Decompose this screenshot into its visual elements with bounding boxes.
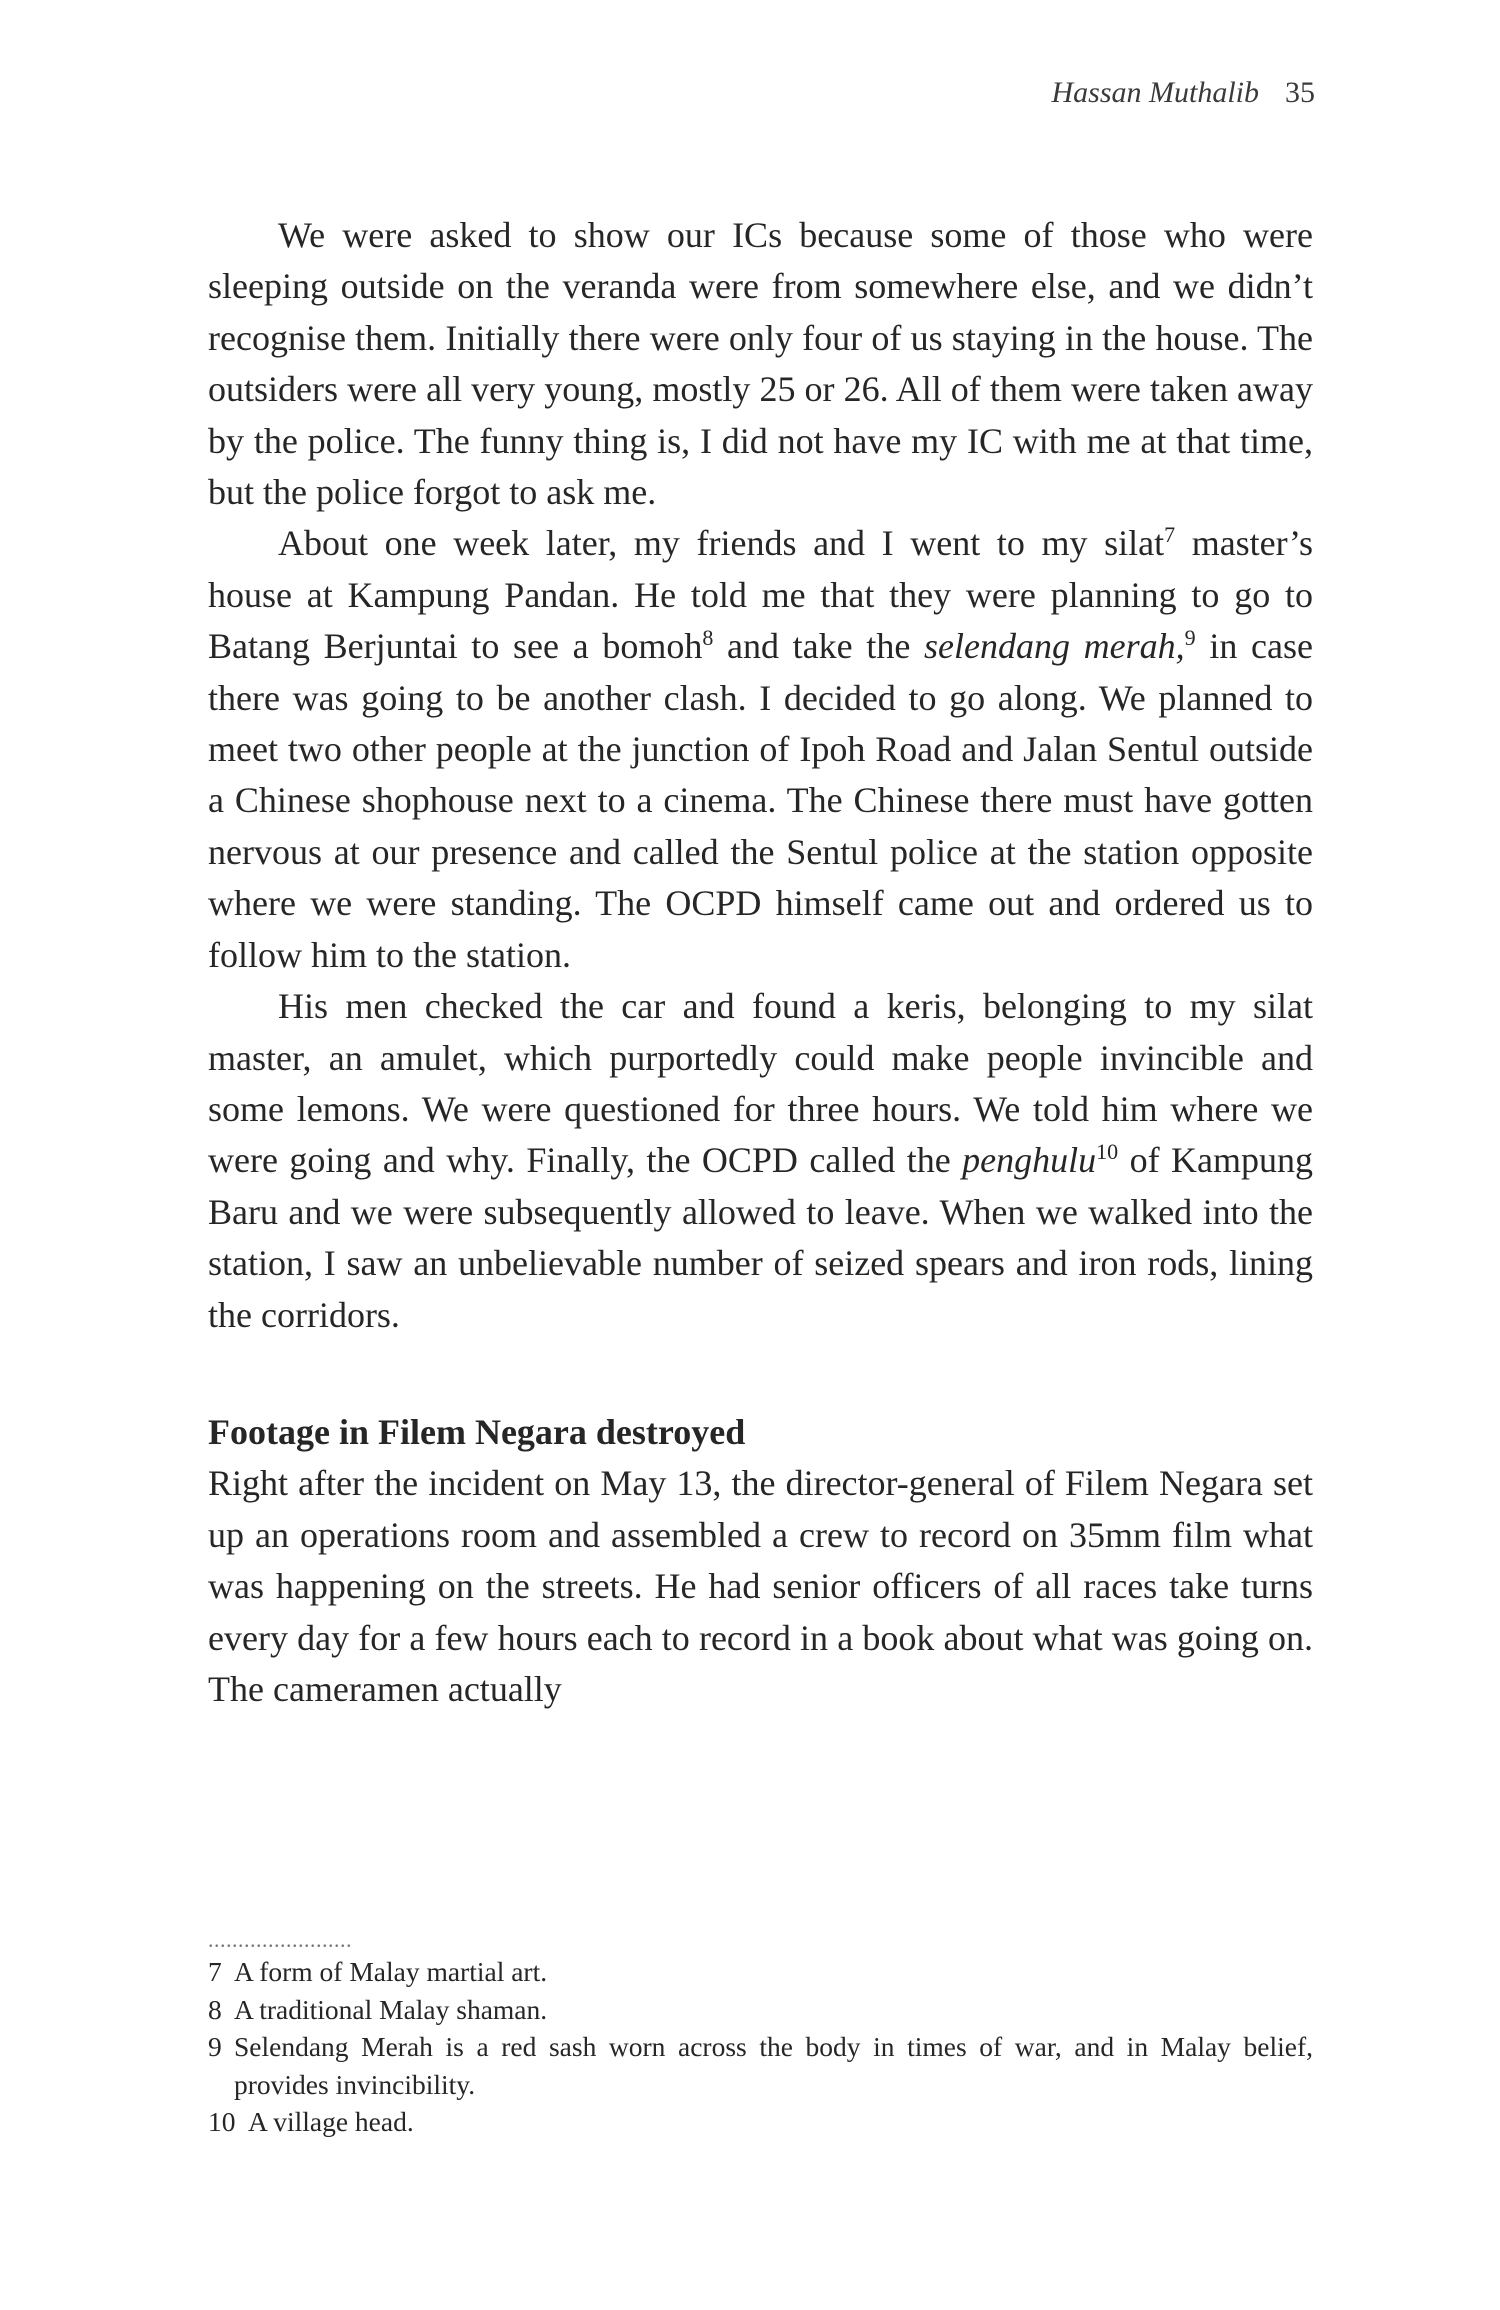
- paragraph-2-part-a: About one week later, my friends and I went to my silat: [278, 523, 1165, 564]
- paragraph-3-part-a: His men checked the car and found a keris, belonging to my silat master, an amulet, which purportedly could make people invincible and some lemons. We were questioned for three hours. We told him where we were going and why. Finally, the OCPD called the: [208, 986, 1313, 1181]
- footnote-number: 10: [208, 2106, 236, 2137]
- footnote-text: Selendang Merah is a red sash worn across the body in times of war, and in Malay belief, provides invincibility.: [234, 2031, 1313, 2100]
- paragraph-1: We were asked to show our ICs because some of those who were sleeping outside on the veranda were from somewhere else, and we didn’t recognise them. Initially there were only four of us staying in the house. The outsiders were all very young, mostly 25 or 26. All of them were taken away by the police. The funny thing is, I did not have my IC with me at that time, but the police forgot to ask me.: [208, 215, 1313, 513]
- footnote-9: [208, 2028, 1313, 2103]
- paragraph-3-part-b: of Kampung Baru and we were subsequently allowed to leave. When we walked into the station, I saw an unbelievable number of seized spears and iron rods, lining the corridors.: [208, 1140, 1314, 1335]
- footnote-number: 7: [208, 1956, 222, 1987]
- paragraph-4: Right after the incident on May 13, the director-general of Filem Negara set up an operations room and assembled a crew to record on 35mm film what was happening on the streets. He had senior officers of all races take turns every day for a few hours each to record in a book about what was going on. The cameramen actually: [208, 1463, 1313, 1709]
- footnote-text: A form of Malay martial art.: [234, 1956, 548, 1987]
- page-number: 35: [1285, 76, 1315, 109]
- footnote-10: [208, 2103, 1313, 2141]
- footnote-ref-9: 9: [1184, 625, 1196, 651]
- paragraph-3: [208, 981, 1313, 1341]
- paragraph-2-part-c: and take the: [713, 626, 925, 667]
- footnote-7: [208, 1953, 1313, 1991]
- footnote-separator: ........................: [208, 1927, 352, 1952]
- footnote-ref-10: 10: [1096, 1139, 1119, 1165]
- body-text: [208, 210, 1313, 1715]
- footnotes: [208, 1953, 1313, 2141]
- paragraph-2-part-b: master’s house at Kampung Pandan. He told me that they were planning to go to Batang Berjuntai to see a bomoh: [208, 523, 1313, 667]
- paragraph-2-part-d: in case there was going to be another clash. I decided to go along. We planned to meet two other people at the junction of Ipoh Road and Jalan Sentul outside a Chinese shophouse next to a cinema. The Chinese there must have gotten nervous at our presence and called the Sentul police at the station opposite where we were standing. The OCPD himself came out and ordered us to follow him to the station.: [208, 626, 1313, 975]
- footnote-text: A traditional Malay shaman.: [234, 1993, 548, 2025]
- footnote-number: 9: [208, 2031, 222, 2062]
- italic-term-selendang-merah: selendang merah,: [924, 626, 1185, 667]
- header-author: Hassan Muthalib: [1051, 76, 1259, 109]
- footnote-ref-7: 7: [1164, 522, 1176, 548]
- section-heading: Footage in Filem Negara destroyed: [208, 1411, 746, 1452]
- footnote-number: 8: [208, 1993, 222, 2025]
- footnote-8: [208, 1991, 1313, 2029]
- italic-term-penghulu: penghulu: [962, 1140, 1097, 1181]
- paragraph-2: [208, 518, 1313, 981]
- footnote-text: A village head.: [248, 2106, 414, 2137]
- footnote-ref-8: 8: [702, 625, 714, 651]
- running-header: [1051, 76, 1315, 110]
